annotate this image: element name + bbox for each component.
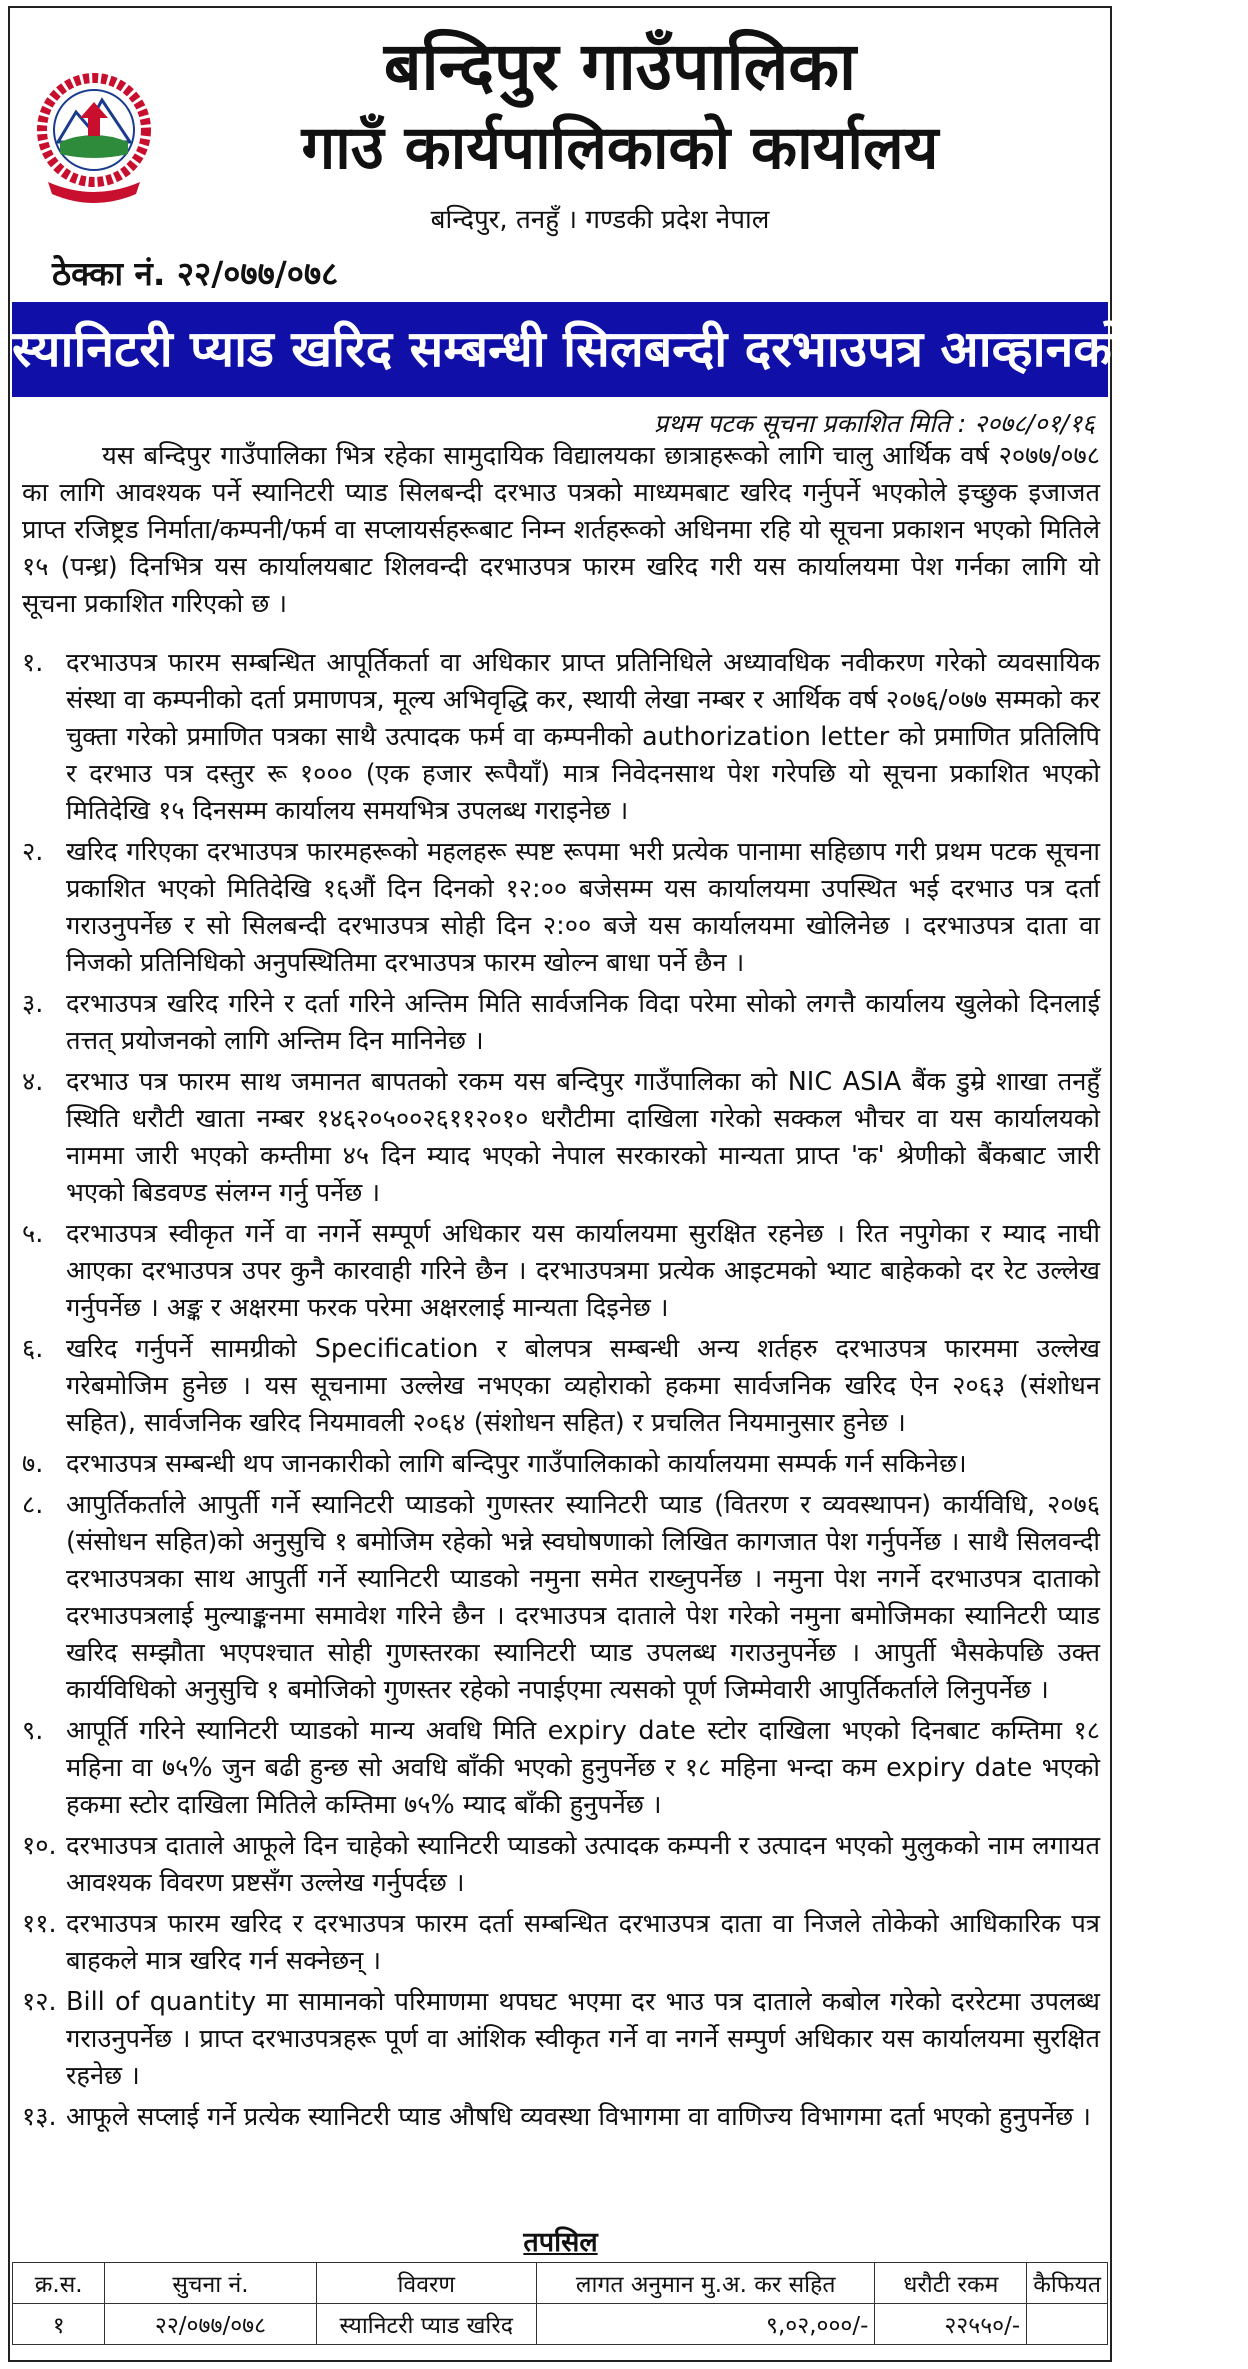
condition-text: दरभाउपत्र फारम सम्बन्धित आपूर्तिकर्ता वा अधिकार प्राप्त प्रतिनिधिले अध्यावधिक नवीकरण गरेको व्यवसायिक संस्था वा कम्पनीको दर्ता प्रमाणपत्र, मूल्य अभिवृद्धि कर, स्थायी लेखा नम्बर र आर्थिक वर्ष २०७६/०७७ सम्मको कर चुक्ता गरेको प्रमाणित पत्रका साथै उत्पादक फर्म वा कम्पनीको authorization letter को प्रमाणित प्रतिलिपि र दरभाउ पत्र दस्तुर रू १००० (एक हजार रूपैयाँ) मात्र निवेदनसाथ पेश गरेपछि यो सूचना प्रकाशित भएको मितिदेखि १५ दिनसम्म कार्यालय समयभित्र उपलब्ध गराइनेछ । — [66, 648, 1100, 826]
org-name: बन्दिपुर गाउँपालिका — [383, 28, 857, 105]
condition-item — [22, 986, 1100, 1060]
col-header-remarks: कैफियत — [1027, 2263, 1108, 2304]
condition-number: २. — [22, 837, 44, 867]
condition-item — [22, 2099, 1100, 2136]
col-header-cost-estimate: लागत अनुमान मु.अ. कर सहित — [536, 2263, 875, 2304]
condition-number: ५. — [22, 1219, 44, 1249]
col-header-deposit: धरौटी रकम — [875, 2263, 1027, 2304]
condition-text: Bill of quantity मा सामानको परिमाणमा थपघट भएमा दर भाउ पत्र दाताले कबोल गरेको दररेटमा उपलब्ध गराउनुपर्नेछ । प्राप्त दरभाउपत्रहरू पूर्ण वा आंशिक स्वीकृत गर्ने वा नगर्ने सम्पुर्ण अधिकार यस कार्यालयमा सुरक्षित रहनेछ । — [66, 1987, 1100, 2091]
tender-number: ठेक्का नं. २२/०७७/०७८ — [52, 254, 339, 293]
publish-date: प्रथम पटक सूचना प्रकाशित मिति : २०७८/०१/१६ — [653, 409, 1095, 438]
intro-text: यस बन्दिपुर गाउँपालिका भित्र रहेका सामुदायिक विद्यालयका छात्राहरूको लागि चालु आर्थिक वर्ष २०७७/०७८ का लागि आवश्यक पर्ने स्यानिटरी प्याड सिलबन्दी दरभाउ पत्रको माध्यमबाट खरिद गर्नुपर्ने भएकोले इच्छुक इजाजत प्राप्त रजिष्ट्रड निर्माता/कम्पनी/फर्म वा सप्लायर्सहरूबाट निम्न शर्तहरूको अधिनमा रहि यो सूचना प्रकाशन भएको मितिले १५ (पन्ध्र) दिनभित्र यस कार्यालयबाट शिलवन्दी दरभाउपत्र फारम खरिद गरी यस कार्यालयमा पेश गर्नका लागि यो सूचना प्रकाशित गरिएको छ । — [22, 441, 1100, 619]
condition-item — [22, 834, 1100, 982]
condition-text: आपूर्ति गरिने स्यानिटरी प्याडको मान्य अवधि मिति expiry date स्टोर दाखिला भएको दिनबाट कम्तिमा १८ महिना वा ७५% जुन बढी हुन्छ सो अवधि बाँकी भएको हुनुपर्नेछ र १८ महिना भन्दा कम expiry date भएको हकमा स्टोर दाखिला मितिले कम्तिमा ७५% म्याद बाँकी हुनुपर्नेछ । — [66, 1716, 1100, 1820]
notice-title-banner: स्यानिटरी प्याड खरिद सम्बन्धी सिलबन्दी दरभाउपत्र आव्हानको सूचना — [12, 302, 1108, 397]
condition-item — [22, 1828, 1100, 1902]
condition-number: ९. — [22, 1716, 44, 1746]
cell-deposit: २२५५०/- — [875, 2304, 1027, 2345]
condition-number: ११. — [22, 1909, 57, 1939]
condition-text: दरभाउपत्र फारम खरिद र दरभाउपत्र फारम दर्ता सम्बन्धित दरभाउपत्र दाता वा निजले तोकेको आधिकारिक पत्र बाहकले मात्र खरिद गर्न सक्नेछन् । — [66, 1909, 1100, 1976]
col-header-description: विवरण — [316, 2263, 536, 2304]
condition-item — [22, 1216, 1100, 1327]
annex-title: तपसिल — [523, 2227, 598, 2258]
condition-text: दरभाउपत्र स्वीकृत गर्ने वा नगर्ने सम्पूर्ण अधिकार यस कार्यालयमा सुरक्षित रहनेछ । रित नपुगेका र म्याद नाघी आएका दरभाउपत्र उपर कुनै कारवाही गरिने छैन । दरभाउपत्रमा प्रत्येक आइटमको भ्याट बाहेकको दर रेट उल्लेख गर्नुपर्नेछ । अङ्क र अक्षरमा फरक परेमा अक्षरलाई मान्यता दिइनेछ । — [66, 1219, 1100, 1323]
cell-serial: १ — [13, 2304, 105, 2345]
condition-text: आपुर्तिकर्ताले आपुर्ती गर्ने स्यानिटरी प्याडको गुणस्तर स्यानिटरी प्याड (वितरण र व्यवस्थापन) कार्यविधि, २०७६ (संसोधन सहित)को अनुसुचि १ बमोजिम रहेको भन्ने स्वघोषणाको लिखित कागजात पेश गर्नुपर्नेछ । साथै सिलवन्दी दरभाउपत्रका साथ आपुर्ती गर्ने स्यानिटरी प्याडको नमुना समेत राख्नुपर्नेछ । नमुना पेश नगर्ने दरभाउपत्र दाताको दरभाउपत्रलाई मुल्याङ्कनमा समावेश गरिने छैन । दरभाउपत्र दाताले पेश गरेको नमुना बमोजिमका स्यानिटरी प्याड खरिद सम्झौता भएपश्चात सोही गुणस्तरका स्यानिटरी प्याड उपलब्ध गराउनुपर्नेछ । आपुर्ती भैसकेपछि उक्त कार्यविधिको अनुसुचि १ बमोजिको गुणस्तर रहेको नपाईएमा त्यसको पूर्ण जिम्मेवारी आपुर्तिकर्ताले लिनुपर्नेछ । — [66, 1490, 1100, 1705]
government-emblem-icon — [30, 62, 158, 207]
condition-number: १०. — [22, 1831, 57, 1861]
condition-text: दरभाउपत्र दाताले आफूले दिन चाहेको स्यानिटरी प्याडको उत्पादक कम्पनी र उत्पादन भएको मुलुकको नाम लगायत आवश्यक विवरण प्रष्टसँग उल्लेख गर्नुपर्दछ । — [66, 1831, 1100, 1898]
condition-item — [22, 1906, 1100, 1980]
condition-item — [22, 1487, 1100, 1709]
cell-notice-no: २२/०७७/०७८ — [105, 2304, 316, 2345]
condition-number: १३. — [22, 2102, 57, 2132]
condition-text: खरिद गरिएका दरभाउपत्र फारमहरूको महलहरू स्पष्ट रूपमा भरी प्रत्येक पानामा सहिछाप गरी प्रथम पटक सूचना प्रकाशित भएको मितिदेखि १६औं दिन दिनको १२:०० बजेसम्म यस कार्यालयमा उपस्थित भई दरभाउ पत्र दर्ता गराउनुपर्नेछ र सो सिलबन्दी दरभाउपत्र सोही दिन २:०० बजे यस कार्यालयमा खोलिनेछ । दरभाउपत्र दाता वा निजको प्रतिनिधिको अनुपस्थितिमा दरभाउपत्र फारम खोल्न बाधा पर्ने छैन । — [66, 837, 1100, 978]
condition-number: ६. — [22, 1334, 44, 1364]
office-address: बन्दिपुर, तनहुँ । गण्डकी प्रदेश नेपाल — [430, 205, 770, 235]
intro-paragraph — [22, 438, 1100, 623]
condition-number: ७. — [22, 1449, 44, 1479]
condition-number: ३. — [22, 989, 44, 1019]
condition-item — [22, 1064, 1100, 1212]
cell-remarks — [1027, 2304, 1108, 2345]
condition-number: १२. — [22, 1987, 57, 2017]
cell-cost-estimate: ९,०२,०००/- — [536, 2304, 875, 2345]
condition-text: दरभाउपत्र सम्बन्धी थप जानकारीको लागि बन्दिपुर गाउँपालिकाको कार्यालयमा सम्पर्क गर्न सकिनेछ। — [66, 1449, 967, 1479]
condition-item — [22, 1331, 1100, 1442]
condition-item — [22, 645, 1100, 830]
annex-table — [12, 2262, 1108, 2345]
col-header-serial: क्र.स. — [13, 2263, 105, 2304]
table-header-row — [13, 2263, 1108, 2304]
condition-number: ८. — [22, 1490, 44, 1520]
condition-item — [22, 1984, 1100, 2095]
condition-text: खरिद गर्नुपर्ने सामग्रीको Specification र बोलपत्र सम्बन्धी अन्य शर्तहरु दरभाउपत्र फारममा उल्लेख गरेबमोजिम हुनेछ । यस सूचनामा उल्लेख नभएका व्यहोराको हकमा सार्वजनिक खरिद ऐन २०६३ (संशोधन सहित), सार्वजनिक खरिद नियमावली २०६४ (संशोधन सहित) र प्रचलित नियमानुसार हुनेछ । — [66, 1334, 1100, 1438]
office-name: गाउँ कार्यपालिकाको कार्यालय — [301, 113, 939, 183]
condition-text: दरभाउ पत्र फारम साथ जमानत बापतको रकम यस बन्दिपुर गाउँपालिका को NIC ASIA बैंक डुम्रे शाखा तनहुँ स्थिति धरौटी खाता नम्बर १४६२०५००२६११२०१० धरौटीमा दाखिला गरेको सक्कल भौचर वा यस कार्यालयको नाममा जारी भएको कम्तीमा ४५ दिन म्याद भएको नेपाल सरकारको मान्यता प्राप्त 'क' श्रेणीको बैंकबाट जारी भएको बिडवण्ड संलग्न गर्नु पर्नेछ । — [66, 1067, 1100, 1208]
condition-item — [22, 1713, 1100, 1824]
condition-text: दरभाउपत्र खरिद गरिने र दर्ता गरिने अन्तिम मिति सार्वजनिक विदा परेमा सोको लगत्तै कार्यालय खुलेको दिनलाई तत्तत् प्रयोजनको लागि अन्तिम दिन मानिनेछ । — [66, 989, 1100, 1056]
cell-description: स्यानिटरी प्याड खरिद — [316, 2304, 536, 2345]
conditions-list — [22, 645, 1100, 2140]
col-header-notice-no: सुचना नं. — [105, 2263, 316, 2304]
condition-number: १. — [22, 648, 44, 678]
condition-item — [22, 1446, 1100, 1483]
table-row — [13, 2304, 1108, 2345]
condition-text: आफूले सप्लाई गर्ने प्रत्येक स्यानिटरी प्याड औषधि व्यवस्था विभागमा वा वाणिज्य विभागमा दर्ता भएको हुनुपर्नेछ । — [66, 2102, 1091, 2132]
condition-number: ४. — [22, 1067, 44, 1097]
